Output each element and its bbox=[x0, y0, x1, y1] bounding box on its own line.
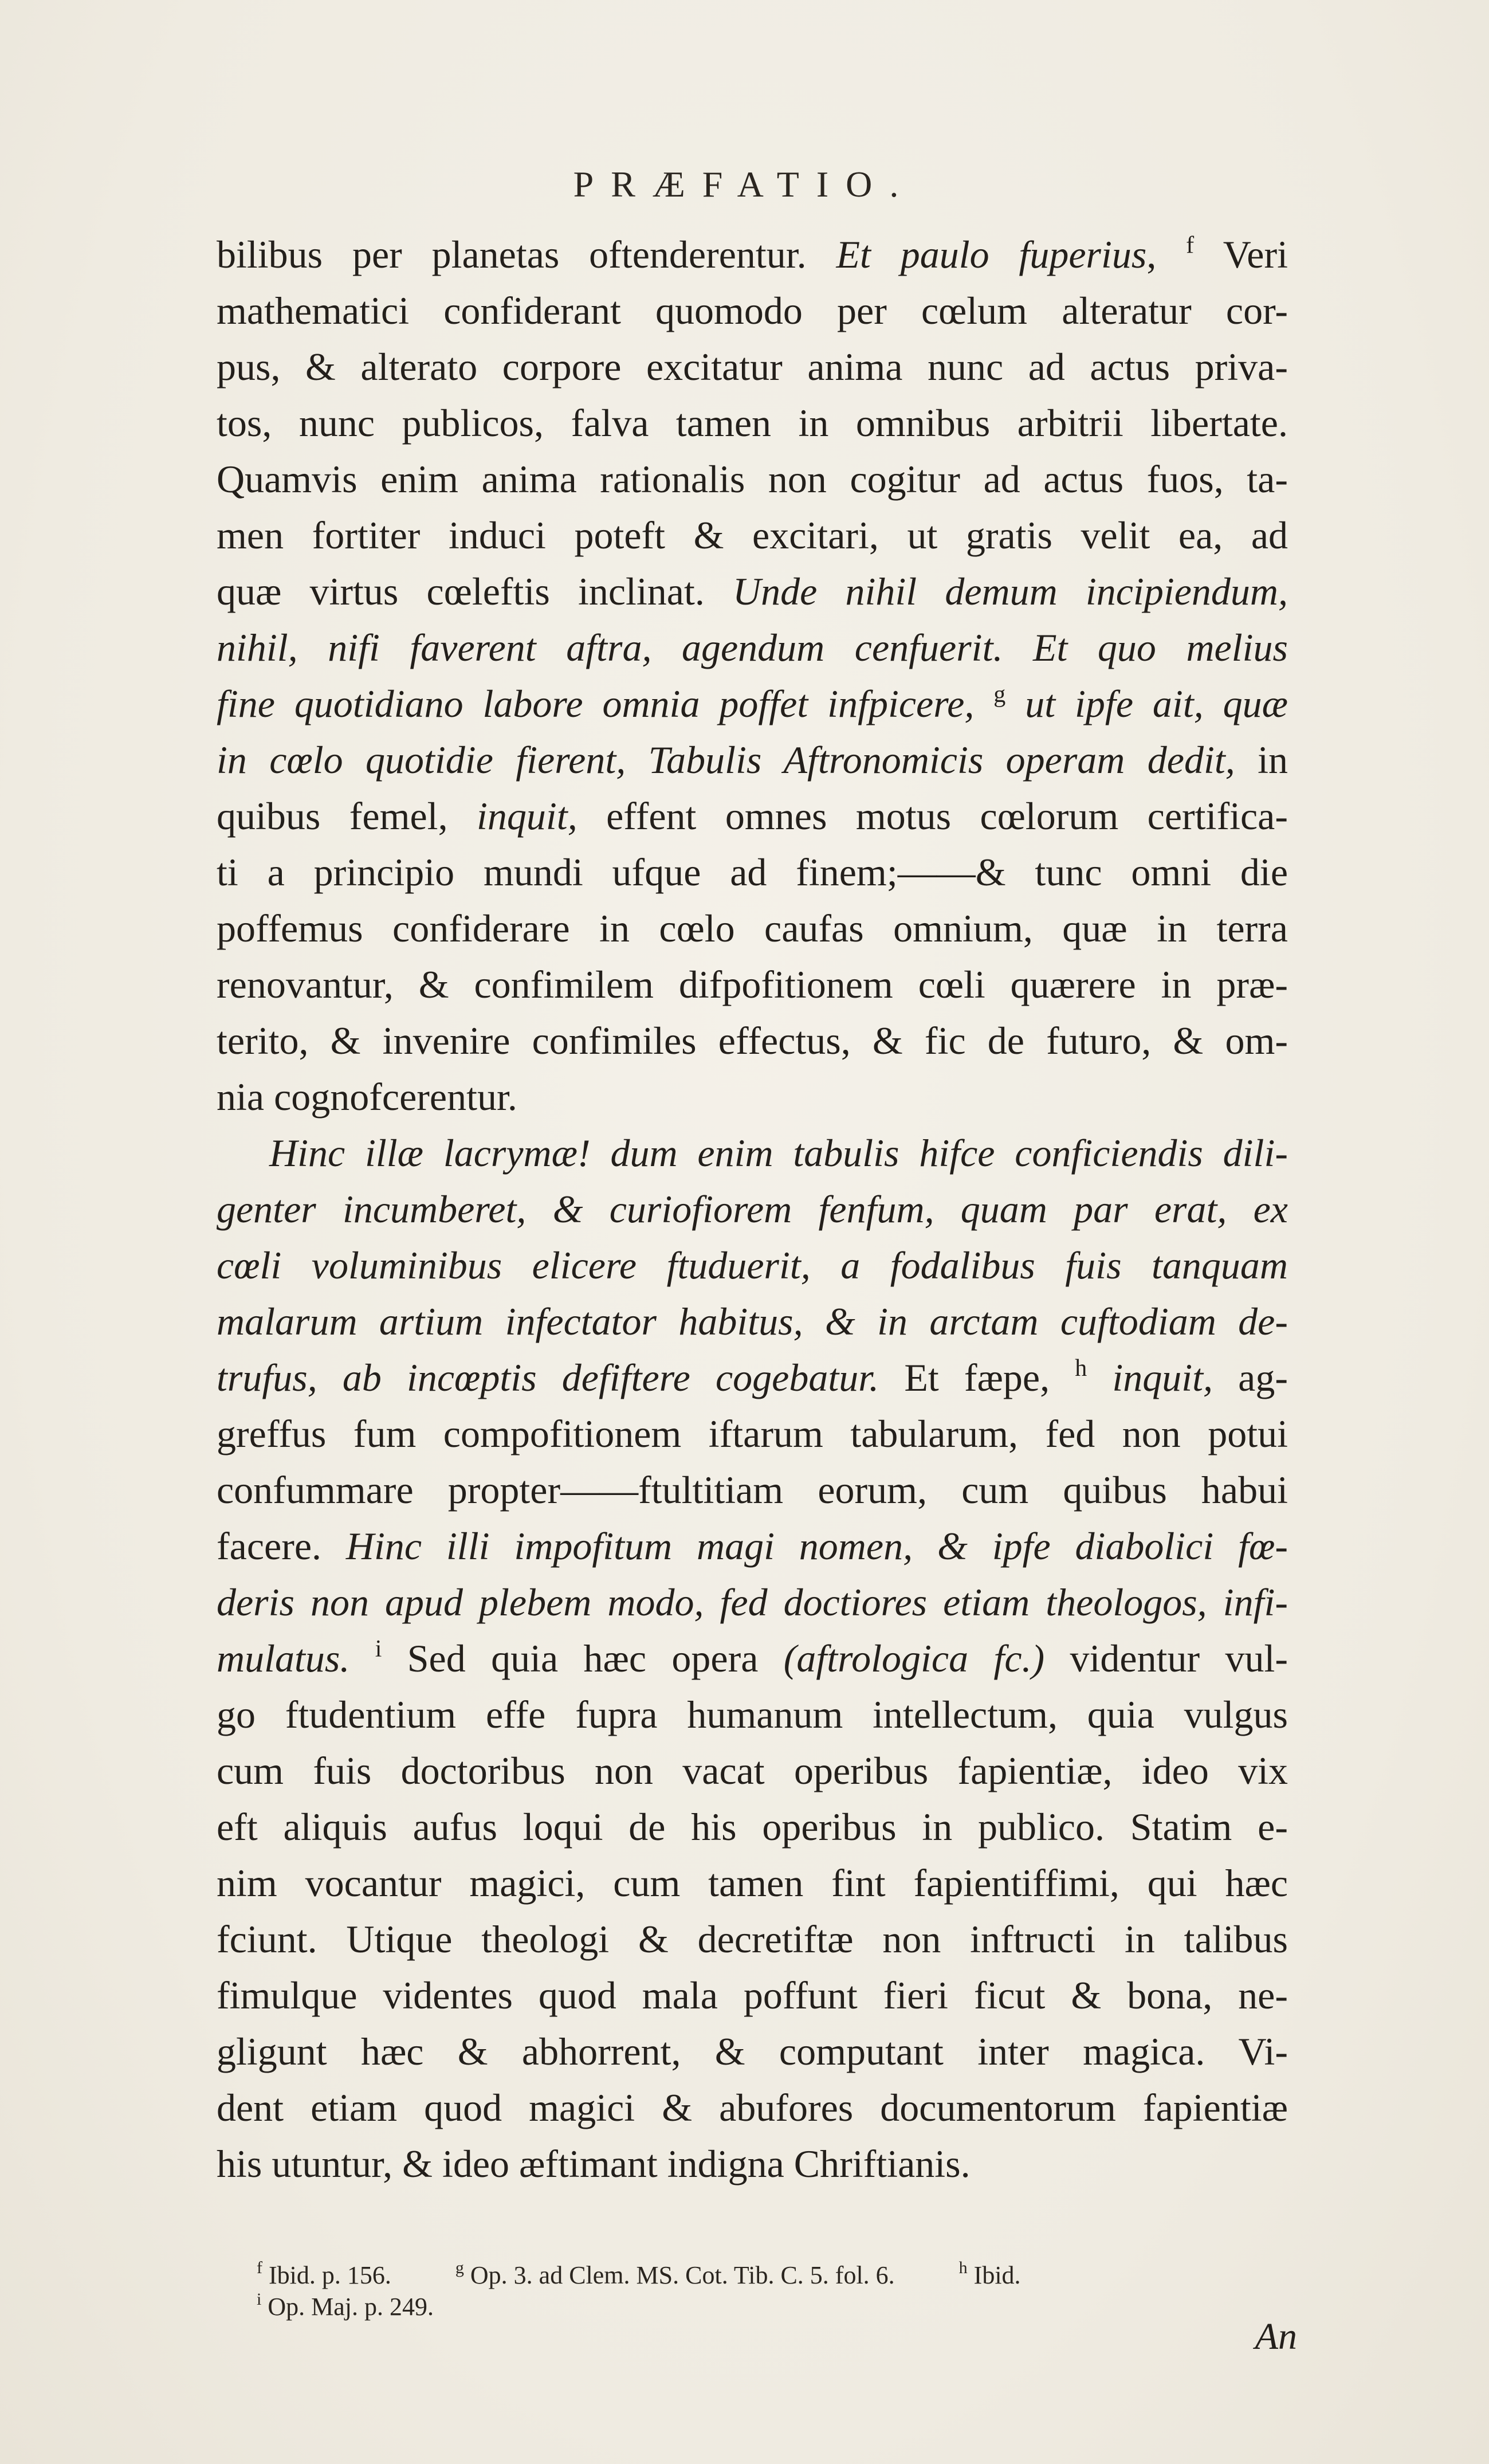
text-run: fciunt. Utique theologi & decretiftæ non inftructi in talibus bbox=[217, 1917, 1288, 1961]
footnote-mark-i: i bbox=[257, 2290, 262, 2309]
text-run: videntur vul- bbox=[1044, 1637, 1288, 1680]
text-run: effent omnes motus cœlorum certifica- bbox=[577, 794, 1288, 838]
text-line bbox=[217, 1462, 1288, 1518]
text-run: quibus femel, bbox=[217, 794, 477, 838]
text-run: terito, & invenire confimiles effectus, & fic de futuro, & om- bbox=[217, 1019, 1288, 1062]
text-line bbox=[217, 1069, 1288, 1125]
text-run: , bbox=[1146, 233, 1187, 276]
text-run bbox=[349, 1637, 375, 1680]
text-run: ag- bbox=[1213, 1356, 1288, 1399]
text-line bbox=[217, 507, 1288, 563]
footnote-reference: f bbox=[1186, 232, 1195, 258]
text-run: trufus, ab incœptis defiftere cogebatur. bbox=[217, 1356, 879, 1399]
text-line bbox=[217, 732, 1288, 788]
text-run: mulatus. bbox=[217, 1637, 350, 1680]
text-run: dent etiam quod magici & abufores documentorum fapientiæ bbox=[217, 2086, 1288, 2129]
text-line bbox=[217, 619, 1288, 676]
text-run: eft aliquis aufus loqui de his operibus in publico. Statim e- bbox=[217, 1805, 1288, 1849]
text-run: ti a principio mundi ufque ad finem;——& tunc omni die bbox=[217, 850, 1288, 894]
text-run: nim vocantur magici, cum tamen fint fapientiffimi, qui hæc bbox=[217, 1861, 1288, 1905]
text-run: tos, nunc publicos, falva tamen in omnibus arbitrii libertate. bbox=[217, 401, 1288, 445]
text-run: inquit, bbox=[1087, 1356, 1213, 1399]
text-run: greffus fum compofitionem iftarum tabularum, fed non potui bbox=[217, 1412, 1288, 1455]
text-line bbox=[217, 283, 1288, 339]
text-line bbox=[217, 1967, 1288, 2023]
text-line bbox=[217, 1686, 1288, 1743]
text-line bbox=[217, 956, 1288, 1013]
footnote-g: Op. 3. ad Clem. MS. Cot. Tib. C. 5. fol. 6. bbox=[470, 2261, 895, 2289]
text-run: his utuntur, & ideo æftimant indigna Chriftianis. bbox=[217, 2142, 971, 2186]
text-line bbox=[217, 2023, 1288, 2080]
text-run: nia cognofcerentur. bbox=[217, 1075, 517, 1119]
text-line bbox=[217, 395, 1288, 451]
text-run: malarum artium infectator habitus, & in arctam cuftodiam de- bbox=[217, 1300, 1288, 1343]
text-run: Et fæpe, bbox=[879, 1356, 1075, 1399]
text-run: in bbox=[1235, 738, 1288, 782]
body-text bbox=[217, 226, 1288, 2192]
text-run: nihil, nifi faverent aftra, agendum cenfuerit. Et quo melius bbox=[217, 626, 1288, 669]
running-head: PRÆFATIO. bbox=[573, 164, 916, 205]
footnote-i: Op. Maj. p. 249. bbox=[268, 2293, 434, 2321]
text-run: in cœlo quotidie fierent, Tabulis Aftronomicis operam dedit, bbox=[217, 738, 1235, 782]
text-run: facere. bbox=[217, 1524, 346, 1568]
text-run: confummare propter——ftultitiam eorum, cum quibus habui bbox=[217, 1468, 1288, 1512]
text-run: genter incumberet, & curiofiorem fenfum, quam par erat, ex bbox=[217, 1187, 1288, 1231]
text-line bbox=[217, 1293, 1288, 1349]
text-line bbox=[217, 1181, 1288, 1237]
footnote-line-2 bbox=[257, 2292, 434, 2321]
text-line bbox=[217, 1911, 1288, 1967]
text-line bbox=[217, 788, 1288, 844]
text-line bbox=[217, 339, 1288, 395]
text-run: Veri bbox=[1194, 233, 1288, 276]
text-run: (aftrologica fc.) bbox=[783, 1637, 1045, 1680]
footnote-mark-g: g bbox=[455, 2258, 464, 2277]
footnote-mark-h: h bbox=[958, 2258, 968, 2277]
footnote-line-1 bbox=[257, 2258, 1021, 2290]
text-run: mathematici confiderant quomodo per cœlum alteratur cor- bbox=[217, 289, 1288, 332]
text-run: men fortiter induci poteft & excitari, ut gratis velit ea, ad bbox=[217, 513, 1288, 557]
footnote-f: Ibid. p. 156. bbox=[269, 2261, 391, 2289]
text-line bbox=[217, 844, 1288, 900]
text-run: Hinc illi impofitum magi nomen, & ipfe diabolici fœ- bbox=[345, 1524, 1288, 1568]
text-line bbox=[217, 1406, 1288, 1462]
footnote-h: Ibid. bbox=[973, 2261, 1021, 2289]
text-line bbox=[217, 226, 1288, 283]
footnote-reference: g bbox=[993, 681, 1006, 708]
text-run: Quamvis enim anima rationalis non cogitur ad actus fuos, ta- bbox=[217, 457, 1288, 501]
text-run: ut ipfe ait, quæ bbox=[1005, 682, 1288, 725]
text-run: Hinc illæ lacrymæ! dum enim tabulis hifce conficiendis dili- bbox=[269, 1131, 1288, 1175]
text-line bbox=[217, 1237, 1288, 1293]
footnote-mark-f: f bbox=[257, 2258, 262, 2277]
footnote-reference: h bbox=[1075, 1355, 1087, 1382]
text-run: gligunt hæc & abhorrent, & computant inter magica. Vi- bbox=[217, 2030, 1288, 2073]
text-run: Sed quia hæc opera bbox=[382, 1637, 784, 1680]
text-run: Et paulo fuperius bbox=[836, 233, 1147, 276]
footnote-reference: i bbox=[375, 1636, 382, 1662]
text-line bbox=[217, 2136, 1288, 2192]
text-run: quæ virtus cœleftis inclinat. bbox=[217, 570, 733, 613]
text-run: Unde nihil demum incipiendum, bbox=[733, 570, 1288, 613]
text-line bbox=[217, 1855, 1288, 1911]
text-run: pus, & alterato corpore excitatur anima nunc ad actus priva- bbox=[217, 345, 1288, 389]
text-line bbox=[217, 1518, 1288, 1574]
text-run: renovantur, & confimilem difpofitionem cœli quærere in præ- bbox=[217, 963, 1288, 1006]
text-run: go ftudentium effe fupra humanum intellectum, quia vulgus bbox=[217, 1693, 1288, 1736]
text-line bbox=[217, 1630, 1288, 1686]
text-run: fimulque videntes quod mala poffunt fieri ficut & bona, ne- bbox=[217, 1973, 1288, 2017]
text-line bbox=[217, 1574, 1288, 1630]
text-line bbox=[217, 563, 1288, 619]
text-line bbox=[217, 2080, 1288, 2136]
text-line bbox=[217, 676, 1288, 732]
text-line bbox=[217, 1799, 1288, 1855]
text-run: cum fuis doctoribus non vacat operibus fapientiæ, ideo vix bbox=[217, 1749, 1288, 1792]
text-run: cœli voluminibus elicere ftuduerit, a fodalibus fuis tanquam bbox=[217, 1243, 1288, 1287]
text-run: deris non apud plebem modo, fed doctiores etiam theologos, infi- bbox=[217, 1580, 1288, 1624]
text-run: fine quotidiano labore omnia poffet infpicere, bbox=[217, 682, 994, 725]
text-line bbox=[217, 451, 1288, 507]
text-run: poffemus confiderare in cœlo caufas omnium, quæ in terra bbox=[217, 907, 1288, 950]
text-run: inquit, bbox=[477, 794, 577, 838]
text-line bbox=[217, 1349, 1288, 1406]
text-line bbox=[217, 1125, 1288, 1181]
text-line bbox=[217, 1743, 1288, 1799]
catchword: An bbox=[1255, 2316, 1297, 2357]
text-line bbox=[217, 900, 1288, 956]
text-line bbox=[217, 1013, 1288, 1069]
text-run: bilibus per planetas oftenderentur. bbox=[217, 233, 836, 276]
